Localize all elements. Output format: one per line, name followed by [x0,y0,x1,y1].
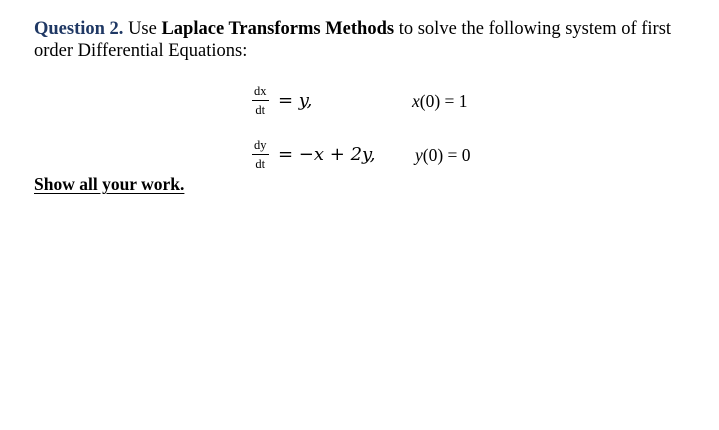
question-intro: Use [123,19,162,39]
question-rest: to solve the following system of first order Differential Equations: [34,19,672,61]
question-label: Question 2. [34,19,124,39]
equation-1-fraction [252,84,269,117]
initial-condition-1 [412,91,468,112]
method-name: Laplace Transforms Methods [161,19,395,39]
initial-condition-2 [415,145,471,166]
equation-2-denominator: dt [255,157,266,171]
equation-1-numerator: dx [252,84,269,101]
initial-condition-1-var: x [412,91,420,111]
equation-1-rhs: = y, [278,90,313,111]
equation-1-denominator: dt [255,103,266,117]
question-text [34,18,694,62]
initial-condition-1-value: (0) = 1 [419,91,468,111]
equation-2-fraction [252,138,269,171]
initial-condition-2-value: (0) = 0 [422,145,471,165]
equation-2-rhs: = −x + 2y, [278,144,376,165]
initial-condition-2-var: y [415,145,423,165]
show-work-instruction: Show all your work. [34,174,185,194]
equation-2-numerator: dy [252,138,269,155]
